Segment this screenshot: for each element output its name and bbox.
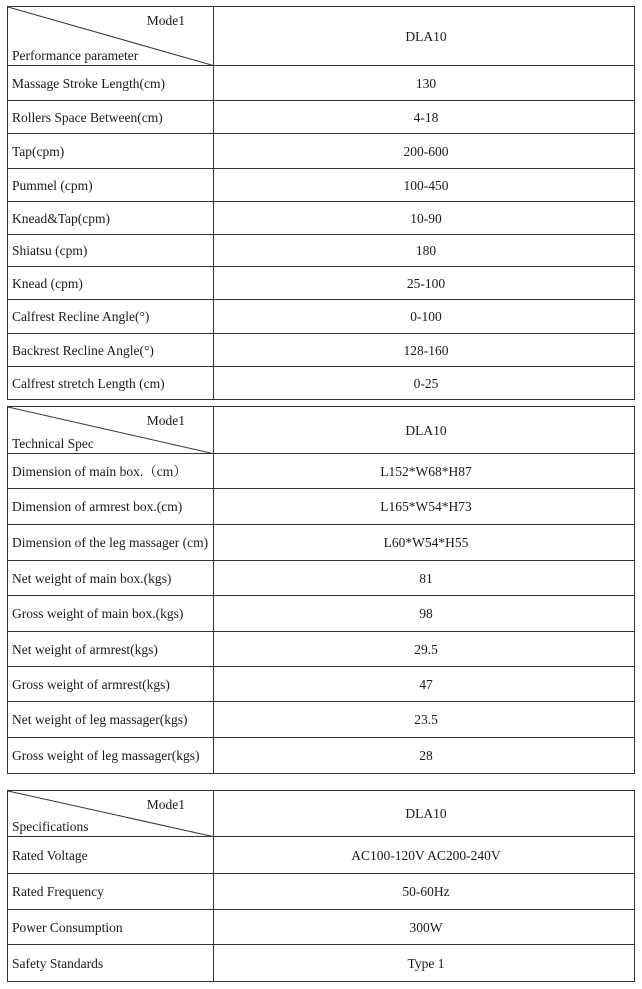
row-label: Dimension of the leg massager (cm)	[8, 525, 214, 561]
table-row	[8, 235, 635, 267]
table-header-row	[8, 791, 635, 837]
row-label: Rated Frequency	[8, 874, 214, 910]
row-value: AC100-120V AC200-240V	[214, 837, 635, 874]
specifications-table	[7, 790, 635, 982]
row-value: 29.5	[214, 632, 635, 667]
param-label: Technical Spec	[12, 436, 94, 451]
table-row	[8, 702, 635, 738]
table-row	[8, 738, 635, 774]
table-row	[8, 134, 635, 169]
header-diagonal-cell	[8, 7, 214, 66]
row-value: 180	[214, 235, 635, 267]
row-value: 130	[214, 66, 635, 101]
table-row	[8, 66, 635, 101]
row-value: 128-160	[214, 334, 635, 367]
header-diagonal-cell	[8, 407, 214, 454]
row-value: L60*W54*H55	[214, 525, 635, 561]
row-value: 23.5	[214, 702, 635, 738]
table-row	[8, 561, 635, 596]
model-label: Mode1	[146, 797, 185, 812]
row-label: Massage Stroke Length(cm)	[8, 66, 214, 101]
row-value: L152*W68*H87	[214, 454, 635, 489]
model-value: DLA10	[214, 407, 635, 454]
model-value: DLA10	[214, 791, 635, 837]
row-value: L165*W54*H73	[214, 489, 635, 525]
row-value: Type 1	[214, 945, 635, 982]
table-row	[8, 300, 635, 334]
model-label: Mode1	[146, 13, 185, 28]
table-row	[8, 334, 635, 367]
table-row	[8, 525, 635, 561]
row-value: 300W	[214, 910, 635, 945]
table-header-row	[8, 7, 635, 66]
row-label: Gross weight of main box.(kgs)	[8, 596, 214, 632]
row-value: 28	[214, 738, 635, 774]
row-label: Rollers Space Between(cm)	[8, 101, 214, 134]
row-value: 0-25	[214, 367, 635, 400]
model-value: DLA10	[214, 7, 635, 66]
table-row	[8, 837, 635, 874]
table-row	[8, 267, 635, 300]
technical-spec-table	[7, 406, 635, 774]
row-label: Backrest Recline Angle(°)	[8, 334, 214, 367]
row-label: Safety Standards	[8, 945, 214, 982]
performance-table	[7, 6, 635, 400]
row-label: Net weight of leg massager(kgs)	[8, 702, 214, 738]
row-value: 100-450	[214, 169, 635, 202]
row-label: Dimension of main box.（cm）	[8, 454, 214, 489]
row-value: 25-100	[214, 267, 635, 300]
model-label: Mode1	[146, 413, 185, 428]
table-row	[8, 489, 635, 525]
table-row	[8, 367, 635, 400]
row-label: Knead&Tap(cpm)	[8, 202, 214, 235]
table-row	[8, 910, 635, 945]
row-value: 0-100	[214, 300, 635, 334]
row-label: Pummel (cpm)	[8, 169, 214, 202]
table-header-row	[8, 407, 635, 454]
table-row	[8, 874, 635, 910]
row-value: 47	[214, 667, 635, 702]
table-row	[8, 667, 635, 702]
row-label: Net weight of armrest(kgs)	[8, 632, 214, 667]
table-row	[8, 596, 635, 632]
row-label: Shiatsu (cpm)	[8, 235, 214, 267]
row-label: Tap(cpm)	[8, 134, 214, 169]
table-row	[8, 101, 635, 134]
table-row	[8, 169, 635, 202]
row-label: Calfrest stretch Length (cm)	[8, 367, 214, 400]
table-row	[8, 454, 635, 489]
table-row	[8, 202, 635, 235]
row-value: 10-90	[214, 202, 635, 235]
row-label: Rated Voltage	[8, 837, 214, 874]
row-value: 50-60Hz	[214, 874, 635, 910]
row-label: Power Consumption	[8, 910, 214, 945]
row-label: Gross weight of armrest(kgs)	[8, 667, 214, 702]
row-label: Dimension of armrest box.(cm)	[8, 489, 214, 525]
table-row	[8, 632, 635, 667]
param-label: Specifications	[12, 819, 89, 834]
row-label: Net weight of main box.(kgs)	[8, 561, 214, 596]
row-value: 98	[214, 596, 635, 632]
row-value: 4-18	[214, 101, 635, 134]
row-value: 81	[214, 561, 635, 596]
table-row	[8, 945, 635, 982]
param-label: Performance parameter	[12, 48, 139, 63]
header-diagonal-cell	[8, 791, 214, 837]
row-value: 200-600	[214, 134, 635, 169]
row-label: Knead (cpm)	[8, 267, 214, 300]
row-label: Calfrest Recline Angle(°)	[8, 300, 214, 334]
row-label: Gross weight of leg massager(kgs)	[8, 738, 214, 774]
